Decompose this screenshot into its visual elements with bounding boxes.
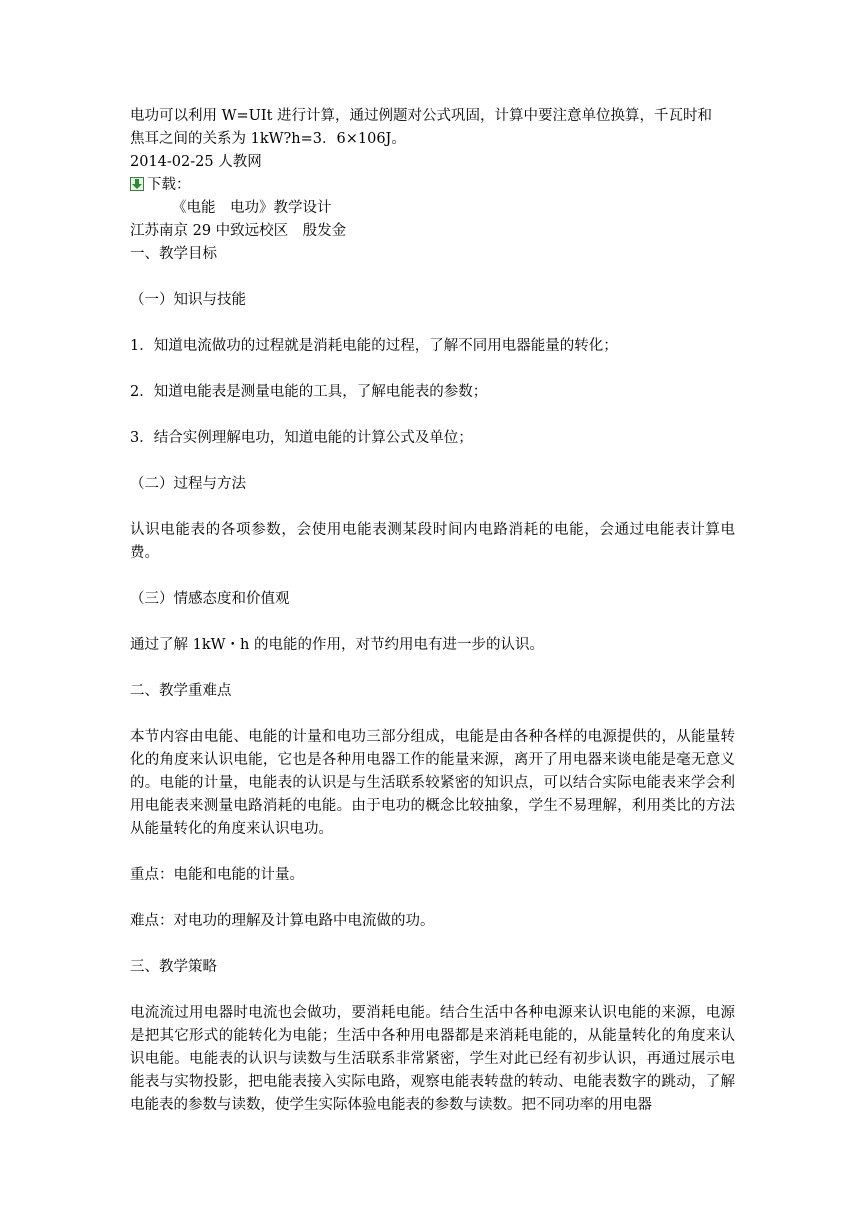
download-icon[interactable] xyxy=(130,177,144,191)
key-points-paragraph: 本节内容由电能、电能的计量和电功三部分组成，电能是由各种各样的电源提供的，从能量转化的角度来认识电能，它也是各种用电器工作的能量来源，离开了用电器来谈电能是毫无意义的。电能的计量，电能表的认识是与生活联系较紧密的知识点，可以结合实际电能表来学会利用电能表来测量电路消耗的电能。由于电功的概念比较抽象，学生不易理解，利用类比的方法从能量转化的角度来认识电功。 xyxy=(130,729,735,837)
subheading-process-method: （二）过程与方法 xyxy=(130,476,246,492)
objective-item-2: 2．知道电能表是测量电能的工具，了解电能表的参数； xyxy=(130,384,488,400)
difficult-point-text: 难点：对电功的理解及计算电路中电流做的功。 xyxy=(130,913,435,929)
document-page xyxy=(130,105,735,1117)
section-heading-strategy: 三、教学策略 xyxy=(130,959,217,975)
summary-line-1: 电功可以利用 W=UIt 进行计算，通过例题对公式巩固，计算中要注意单位换算，千瓦时和 xyxy=(130,108,713,124)
date-source: 2014-02-25 人教网 xyxy=(130,154,262,170)
process-method-text: 认识电能表的各项参数，会使用电能表测某段时间内电路消耗的电能，会通过电能表计算电费。 xyxy=(130,522,735,561)
attitude-values-text: 通过了解 1kW・h 的电能的作用，对节约用电有进一步的认识。 xyxy=(130,637,544,653)
section-heading-key-points: 二、教学重难点 xyxy=(130,683,232,699)
section-heading-objectives: 一、教学目标 xyxy=(130,246,217,262)
key-point-text: 重点：电能和电能的计量。 xyxy=(130,867,304,883)
document-title: 《电能 电功》教学设计 xyxy=(172,200,332,216)
objective-item-1: 1．知道电流做功的过程就是消耗电能的过程，了解不同用电器能量的转化； xyxy=(130,338,618,354)
download-row[interactable] xyxy=(130,174,735,197)
objective-item-3: 3．结合实例理解电功，知道电能的计算公式及单位； xyxy=(130,430,473,446)
subheading-knowledge-skills: （一）知识与技能 xyxy=(130,292,246,308)
subheading-attitude-values: （三）情感态度和价值观 xyxy=(130,591,290,607)
document-author: 江苏南京 29 中致远校区 殷发金 xyxy=(130,223,347,239)
download-label[interactable]: 下载： xyxy=(147,177,191,193)
strategy-paragraph: 电流流过用电器时电流也会做功，要消耗电能。结合生活中各种电源来认识电能的来源，电源是把其它形式的能转化为电能；生活中各种用电器都是来消耗电能的，从能量转化的角度来认识电能。电能表的认识与读数与生活联系非常紧密，学生对此已经有初步认识，再通过展示电能表与实物投影，把电能表接入实际电路，观察电能表转盘的转动、电能表数字的跳动，了解电能表的参数与读数，使学生实际体验电能表的参数与读数。把不同功率的用电器 xyxy=(130,1005,735,1113)
summary-line-2: 焦耳之间的关系为 1kW?h=3．6×106J。 xyxy=(130,131,406,147)
